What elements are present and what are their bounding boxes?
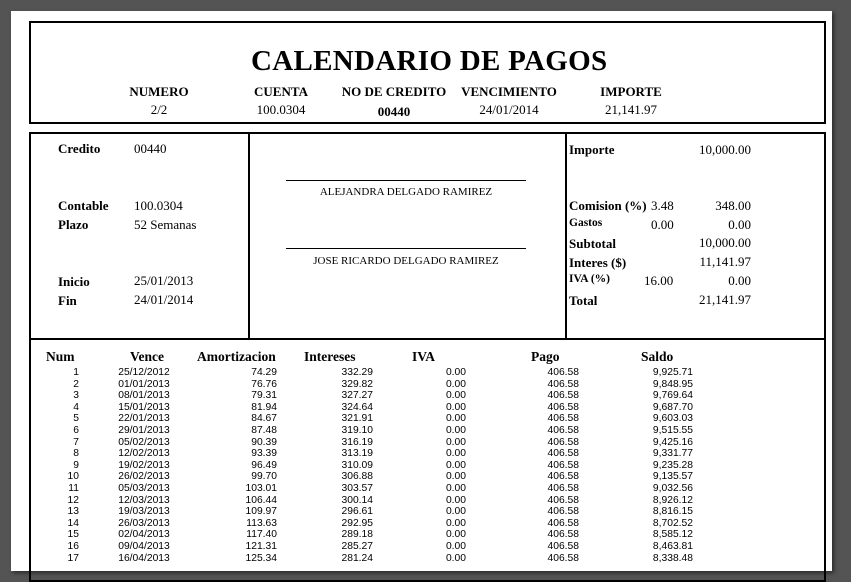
cell-iva: 0.00 <box>445 401 466 413</box>
comision-value: 348.00 <box>715 198 751 213</box>
cell-pago: 406.58 <box>547 425 579 436</box>
cell-num: 16 <box>67 541 79 552</box>
cell-saldo: 9,848.95 <box>652 378 693 390</box>
cell-pago: 406.58 <box>547 378 579 390</box>
importe-value: 21,141.97 <box>605 102 657 117</box>
iva-label: IVA (%) <box>569 273 611 285</box>
cell-pago: 406.58 <box>547 413 579 425</box>
importe-row-value: 10,000.00 <box>699 142 751 157</box>
cell-intereses: 300.14 <box>341 494 373 506</box>
cell-num: 4 <box>73 401 79 413</box>
signer-1-name: ALEJANDRA DELGADO RAMIREZ <box>319 186 493 198</box>
cell-num: 5 <box>73 413 79 425</box>
cell-amortizacion: 74.29 <box>251 367 277 378</box>
cell-vence: 08/01/2013 <box>118 390 170 402</box>
cell-intereses: 316.19 <box>341 436 373 448</box>
contable-label: Contable <box>58 198 109 213</box>
cell-intereses: 285.27 <box>341 541 373 552</box>
cell-pago: 406.58 <box>547 506 579 518</box>
importe-label: IMPORTE <box>600 84 662 99</box>
cell-intereses: 306.88 <box>341 471 373 483</box>
cell-vence: 29/01/2013 <box>118 425 170 436</box>
cell-pago: 406.58 <box>547 517 579 529</box>
cell-intereses: 296.61 <box>341 506 373 518</box>
cell-saldo: 8,702.52 <box>652 517 693 529</box>
cell-iva: 0.00 <box>445 494 466 506</box>
cell-num: 17 <box>67 552 79 564</box>
cell-iva: 0.00 <box>445 425 466 436</box>
col-header-num: Num <box>46 349 75 364</box>
cell-amortizacion: 87.48 <box>251 425 277 436</box>
cell-amortizacion: 106.44 <box>245 494 277 506</box>
cell-saldo: 8,585.12 <box>652 529 693 541</box>
subtotal-label: Subtotal <box>569 236 616 251</box>
col-header-pago: Pago <box>531 349 560 364</box>
numero-label: NUMERO <box>129 84 189 99</box>
cell-amortizacion: 117.40 <box>246 529 277 541</box>
cell-num: 2 <box>73 378 79 390</box>
cell-saldo: 9,235.28 <box>652 459 693 471</box>
cell-amortizacion: 103.01 <box>245 483 277 494</box>
cell-iva: 0.00 <box>445 367 466 378</box>
cell-iva: 0.00 <box>445 541 466 552</box>
cell-pago: 406.58 <box>547 552 579 564</box>
cell-intereses: 313.19 <box>341 448 373 460</box>
cell-vence: 19/02/2013 <box>118 459 170 471</box>
cell-num: 7 <box>73 436 79 448</box>
gastos-label: Gastos <box>569 217 603 229</box>
vencimiento-label: VENCIMIENTO <box>461 84 557 99</box>
importe-row-label: Importe <box>569 142 615 157</box>
cell-intereses: 332.29 <box>341 367 373 378</box>
cell-saldo: 9,925.71 <box>652 367 693 378</box>
cell-saldo: 9,687.70 <box>652 401 693 413</box>
total-label: Total <box>569 293 598 308</box>
cell-iva: 0.00 <box>445 552 466 564</box>
cell-vence: 05/03/2013 <box>118 483 170 494</box>
cell-iva: 0.00 <box>445 471 466 483</box>
report-page <box>11 11 832 571</box>
fin-value: 24/01/2014 <box>134 292 194 307</box>
cell-amortizacion: 113.63 <box>246 517 277 529</box>
report-title: CALENDARIO DE PAGOS <box>251 45 608 77</box>
col-header-amortizacion: Amortizacion <box>197 349 276 364</box>
cell-intereses: 327.27 <box>341 390 373 402</box>
cell-intereses: 319.10 <box>341 425 373 436</box>
credito-value: 00440 <box>134 141 167 156</box>
cell-num: 14 <box>67 517 79 529</box>
cell-iva: 0.00 <box>445 483 466 494</box>
cell-amortizacion: 99.70 <box>251 471 277 483</box>
cell-pago: 406.58 <box>547 471 579 483</box>
cell-vence: 26/03/2013 <box>118 517 170 529</box>
cell-pago: 406.58 <box>547 390 579 402</box>
cell-amortizacion: 84.67 <box>251 413 277 425</box>
col-header-vence: Vence <box>130 349 164 364</box>
inicio-value: 25/01/2013 <box>134 273 194 288</box>
cell-saldo: 8,463.81 <box>652 541 693 552</box>
plazo-label: Plazo <box>58 217 89 232</box>
cell-iva: 0.00 <box>445 436 466 448</box>
cell-amortizacion: 93.39 <box>251 448 277 460</box>
cell-amortizacion: 81.94 <box>251 401 277 413</box>
intereses-value: 11,141.97 <box>699 254 751 269</box>
cell-saldo: 8,816.15 <box>652 506 693 518</box>
cell-amortizacion: 79.31 <box>251 390 277 402</box>
cell-iva: 0.00 <box>445 517 466 529</box>
cell-intereses: 292.95 <box>341 517 373 529</box>
signature-line-2 <box>286 248 526 249</box>
cell-vence: 22/01/2013 <box>118 413 170 425</box>
cell-saldo: 9,603.03 <box>652 413 693 425</box>
cell-intereses: 281.24 <box>341 552 373 564</box>
cell-saldo: 9,331.77 <box>652 448 693 460</box>
intereses-label: Interes ($) <box>569 255 627 270</box>
col-header-saldo: Saldo <box>641 349 674 364</box>
cell-num: 15 <box>67 529 79 541</box>
cell-vence: 12/03/2013 <box>118 494 170 506</box>
cell-amortizacion: 96.49 <box>251 459 277 471</box>
gastos-value: 0.00 <box>728 217 751 232</box>
cell-pago: 406.58 <box>547 529 579 541</box>
cell-vence: 12/02/2013 <box>118 448 170 460</box>
cell-num: 13 <box>67 506 79 518</box>
cell-pago: 406.58 <box>547 436 579 448</box>
comision-pct: 3.48 <box>651 198 674 213</box>
cell-saldo: 8,338.48 <box>652 552 693 564</box>
cell-num: 10 <box>67 471 79 483</box>
cell-amortizacion: 90.39 <box>251 436 277 448</box>
comision-label: Comision (%) <box>569 198 647 213</box>
contable-value: 100.0304 <box>134 198 183 213</box>
cell-amortizacion: 121.31 <box>245 541 277 552</box>
cell-amortizacion: 109.97 <box>245 506 277 518</box>
no-credito-value: 00440 <box>377 104 411 119</box>
cell-saldo: 9,032.56 <box>652 483 693 494</box>
col-header-intereses: Intereses <box>304 349 356 364</box>
cell-iva: 0.00 <box>445 448 466 460</box>
numero-value: 2/2 <box>150 102 168 117</box>
cell-vence: 15/01/2013 <box>118 401 170 413</box>
signature-line-1 <box>286 180 526 181</box>
cell-saldo: 9,515.55 <box>652 425 693 436</box>
cuenta-value: 100.0304 <box>256 102 306 117</box>
cell-saldo: 9,425.16 <box>652 436 693 448</box>
cell-vence: 25/12/2012 <box>118 367 170 378</box>
cell-num: 3 <box>73 390 79 402</box>
cell-pago: 406.58 <box>547 494 579 506</box>
cell-vence: 26/02/2013 <box>118 471 170 483</box>
fin-label: Fin <box>58 293 77 308</box>
cell-amortizacion: 125.34 <box>245 552 277 564</box>
cell-pago: 406.58 <box>547 459 579 471</box>
signatures-box <box>248 132 567 340</box>
cell-intereses: 310.09 <box>341 459 373 471</box>
cell-num: 8 <box>73 448 79 460</box>
cell-iva: 0.00 <box>445 506 466 518</box>
cell-iva: 0.00 <box>445 413 466 425</box>
cell-num: 9 <box>73 459 79 471</box>
cell-intereses: 289.18 <box>341 529 373 541</box>
gastos-pct: 0.00 <box>651 217 674 232</box>
cuenta-label: CUENTA <box>254 84 308 99</box>
subtotal-value: 10,000.00 <box>699 235 751 250</box>
cell-pago: 406.58 <box>547 401 579 413</box>
cell-iva: 0.00 <box>445 529 466 541</box>
cell-saldo: 8,926.12 <box>652 494 693 506</box>
cell-saldo: 9,135.57 <box>652 471 693 483</box>
no-credito-label: NO DE CREDITO <box>341 84 447 99</box>
cell-vence: 01/01/2013 <box>118 378 170 390</box>
cell-pago: 406.58 <box>547 483 579 494</box>
cell-saldo: 9,769.64 <box>652 390 693 402</box>
cell-pago: 406.58 <box>547 541 579 552</box>
cell-iva: 0.00 <box>445 390 466 402</box>
cell-vence: 05/02/2013 <box>118 436 170 448</box>
cell-vence: 19/03/2013 <box>118 506 170 518</box>
inicio-label: Inicio <box>58 274 90 289</box>
cell-iva: 0.00 <box>445 378 466 390</box>
cell-num: 1 <box>73 367 79 378</box>
cell-num: 12 <box>67 494 79 506</box>
iva-value: 0.00 <box>728 273 751 288</box>
cell-pago: 406.58 <box>547 448 579 460</box>
cell-intereses: 303.57 <box>341 483 373 494</box>
credito-label: Credito <box>58 141 101 156</box>
vencimiento-value: 24/01/2014 <box>479 102 539 117</box>
iva-pct: 16.00 <box>644 273 674 288</box>
col-header-iva: IVA <box>412 349 436 364</box>
cell-vence: 16/04/2013 <box>118 552 170 564</box>
cell-vence: 02/04/2013 <box>118 529 170 541</box>
signer-2-name: JOSE RICARDO DELGADO RAMIREZ <box>313 255 499 267</box>
total-value: 21,141.97 <box>699 292 751 307</box>
cell-intereses: 321.91 <box>341 413 373 425</box>
cell-pago: 406.58 <box>547 367 579 378</box>
cell-num: 6 <box>73 425 79 436</box>
cell-vence: 09/04/2013 <box>118 541 170 552</box>
cell-iva: 0.00 <box>445 459 466 471</box>
cell-num: 11 <box>68 483 79 494</box>
cell-amortizacion: 76.76 <box>251 378 277 390</box>
cell-intereses: 329.82 <box>341 378 373 390</box>
cell-intereses: 324.64 <box>341 401 373 413</box>
plazo-value: 52 Semanas <box>134 217 197 232</box>
